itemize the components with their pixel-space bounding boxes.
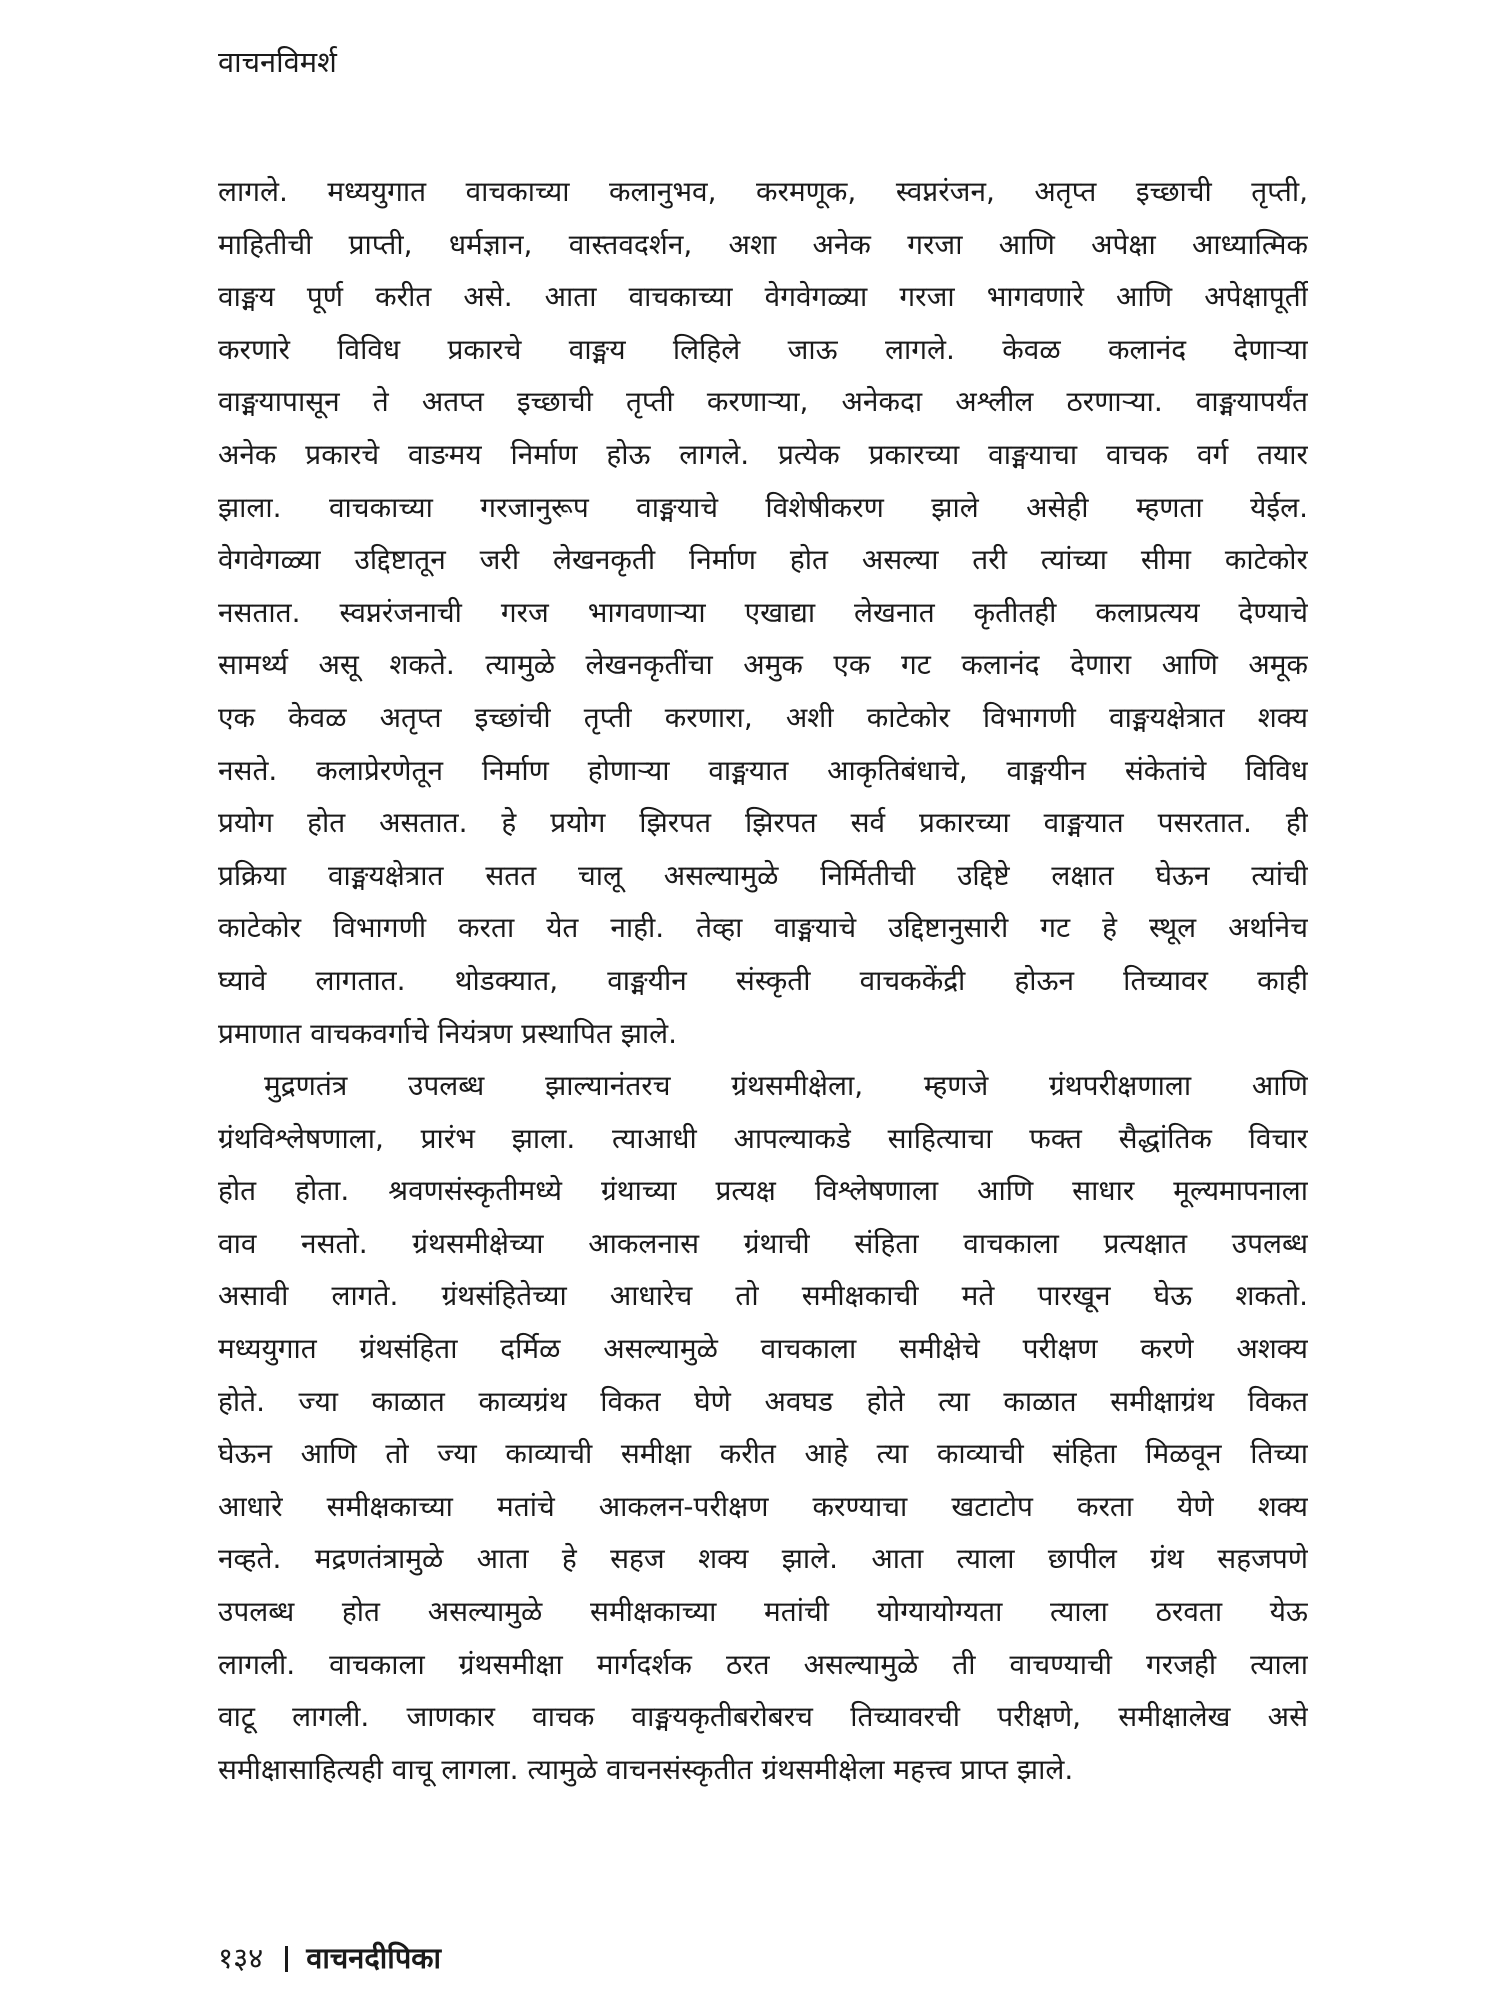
text-line: मुद्रणतंत्र उपलब्ध झाल्यानंतरच ग्रंथसमीक्षेला, म्हणजे ग्रंथपरीक्षणाला आणि: [264, 1069, 1308, 1103]
footer-separator: [285, 1946, 288, 1972]
text-line: लागली. वाचकाला ग्रंथसमीक्षा मार्गदर्शक ठरत असल्यामुळे ती वाचण्याची गरजही त्याला: [218, 1647, 1308, 1681]
text-line: होते. ज्या काळात काव्यग्रंथ विकत घेणे अवघड होते त्या काळात समीक्षाग्रंथ विकत: [218, 1384, 1308, 1418]
text-line: असावी लागते. ग्रंथसंहितेच्या आधारेच तो समीक्षकाची मते पारखून घेऊ शकतो.: [218, 1279, 1308, 1313]
text-line: वाटू लागली. जाणकार वाचक वाङ्मयकृतीबरोबरच तिच्यावरची परीक्षणे, समीक्षालेख असे: [218, 1700, 1308, 1734]
text-line: नसते. कलाप्रेरणेतून निर्माण होणाऱ्या वाङ्मयात आकृतिबंधाचे, वाङ्मयीन संकेतांचे विविध: [218, 753, 1308, 787]
text-line: लागले. मध्ययुगात वाचकाच्या कलानुभव, करमणूक, स्वप्नरंजन, अतृप्त इच्छाची तृप्ती,: [218, 175, 1308, 208]
text-line: काटेकोर विभागणी करता येत नाही. तेव्हा वाङ्मयाचे उद्दिष्टानुसारी गट हे स्थूल अर्थानेच: [218, 911, 1308, 945]
book-title: वाचनदीपिका: [306, 1941, 442, 1975]
body-text: [218, 166, 1308, 1796]
text-line: उपलब्ध होत असल्यामुळे समीक्षकाच्या मतांची योग्यायोग्यता त्याला ठरवता येऊ: [218, 1595, 1308, 1629]
text-line: ग्रंथविश्लेषणाला, प्रारंभ झाला. त्याआधी आपल्याकडे साहित्याचा फक्त सैद्धांतिक विचार: [218, 1121, 1308, 1155]
text-line: वेगवेगळ्या उद्दिष्टातून जरी लेखनकृती निर्माण होत असल्या तरी त्यांच्या सीमा काटेकोर: [218, 543, 1308, 577]
text-line: एक केवळ अतृप्त इच्छांची तृप्ती करणारा, अशी काटेकोर विभागणी वाङ्मयक्षेत्रात शक्य: [218, 700, 1308, 734]
running-head-title: वाचनविमर्श: [218, 45, 337, 79]
page-number: १३४: [218, 1941, 264, 1975]
text-line: मध्ययुगात ग्रंथसंहिता दर्मिळ असल्यामुळे वाचकाला समीक्षेचे परीक्षण करणे अशक्य: [218, 1332, 1308, 1366]
text-line: माहितीची प्राप्ती, धर्मज्ञान, वास्तवदर्शन, अशा अनेक गरजा आणि अपेक्षा आध्यात्मिक: [218, 227, 1308, 261]
page-footer: [218, 1938, 441, 1978]
paragraph-1: [218, 166, 1308, 1060]
text-line: होत होता. श्रवणसंस्कृतीमध्ये ग्रंथाच्या प्रत्यक्ष विश्लेषणाला आणि साधार मूल्यमापनाला: [218, 1174, 1308, 1208]
text-line: झाला. वाचकाच्या गरजानुरूप वाङ्मयाचे विशेषीकरण झाले असेही म्हणता येईल.: [218, 490, 1308, 524]
text-line: सामर्थ्य असू शकते. त्यामुळे लेखनकृतींचा अमुक एक गट कलानंद देणारा आणि अमूक: [218, 648, 1308, 682]
text-line: अनेक प्रकारचे वाङमय निर्माण होऊ लागले. प्रत्येक प्रकारच्या वाङ्मयाचा वाचक वर्ग तयार: [218, 437, 1308, 471]
text-line: वाव नसतो. ग्रंथसमीक्षेच्या आकलनास ग्रंथाची संहिता वाचकाला प्रत्यक्षात उपलब्ध: [218, 1226, 1308, 1260]
text-line: नव्हते. मद्रणतंत्रामुळे आता हे सहज शक्य झाले. आता त्याला छापील ग्रंथ सहजपणे: [218, 1542, 1308, 1576]
text-line: नसतात. स्वप्नरंजनाची गरज भागवणाऱ्या एखाद्या लेखनात कृतीतही कलाप्रत्यय देण्याचे: [218, 595, 1308, 629]
text-line: प्रमाणात वाचकवर्गाचे नियंत्रण प्रस्थापित झाले.: [218, 1016, 678, 1050]
text-line: आधारे समीक्षकाच्या मतांचे आकलन-परीक्षण करण्याचा खटाटोप करता येणे शक्य: [218, 1489, 1308, 1523]
text-line: समीक्षासाहित्यही वाचू लागला. त्यामुळे वाचनसंस्कृतीत ग्रंथसमीक्षेला महत्त्व प्राप्त झाले.: [218, 1752, 1074, 1786]
text-line: घेऊन आणि तो ज्या काव्याची समीक्षा करीत आहे त्या काव्याची संहिता मिळवून तिच्या: [218, 1437, 1308, 1471]
text-line: करणारे विविध प्रकारचे वाङ्मय लिहिले जाऊ लागले. केवळ कलानंद देणाऱ्या: [218, 332, 1308, 366]
text-line: प्रयोग होत असतात. हे प्रयोग झिरपत झिरपत सर्व प्रकारच्या वाङ्मयात पसरतात. ही: [218, 806, 1308, 840]
text-line: प्रक्रिया वाङ्मयक्षेत्रात सतत चालू असल्यामुळे निर्मितीची उद्दिष्टे लक्षात घेऊन त्यांची: [218, 858, 1308, 892]
text-line: वाङ्मयापासून ते अतप्त इच्छाची तृप्ती करणाऱ्या, अनेकदा अश्लील ठरणाऱ्या. वाङ्मयापर्यंत: [218, 385, 1308, 419]
paragraph-2: [218, 1060, 1308, 1796]
text-line: वाङ्मय पूर्ण करीत असे. आता वाचकाच्या वेगवेगळ्या गरजा भागवणारे आणि अपेक्षापूर्ती: [218, 280, 1308, 314]
text-line: घ्यावे लागतात. थोडक्यात, वाङ्मयीन संस्कृती वाचककेंद्री होऊन तिच्यावर काही: [218, 963, 1308, 997]
